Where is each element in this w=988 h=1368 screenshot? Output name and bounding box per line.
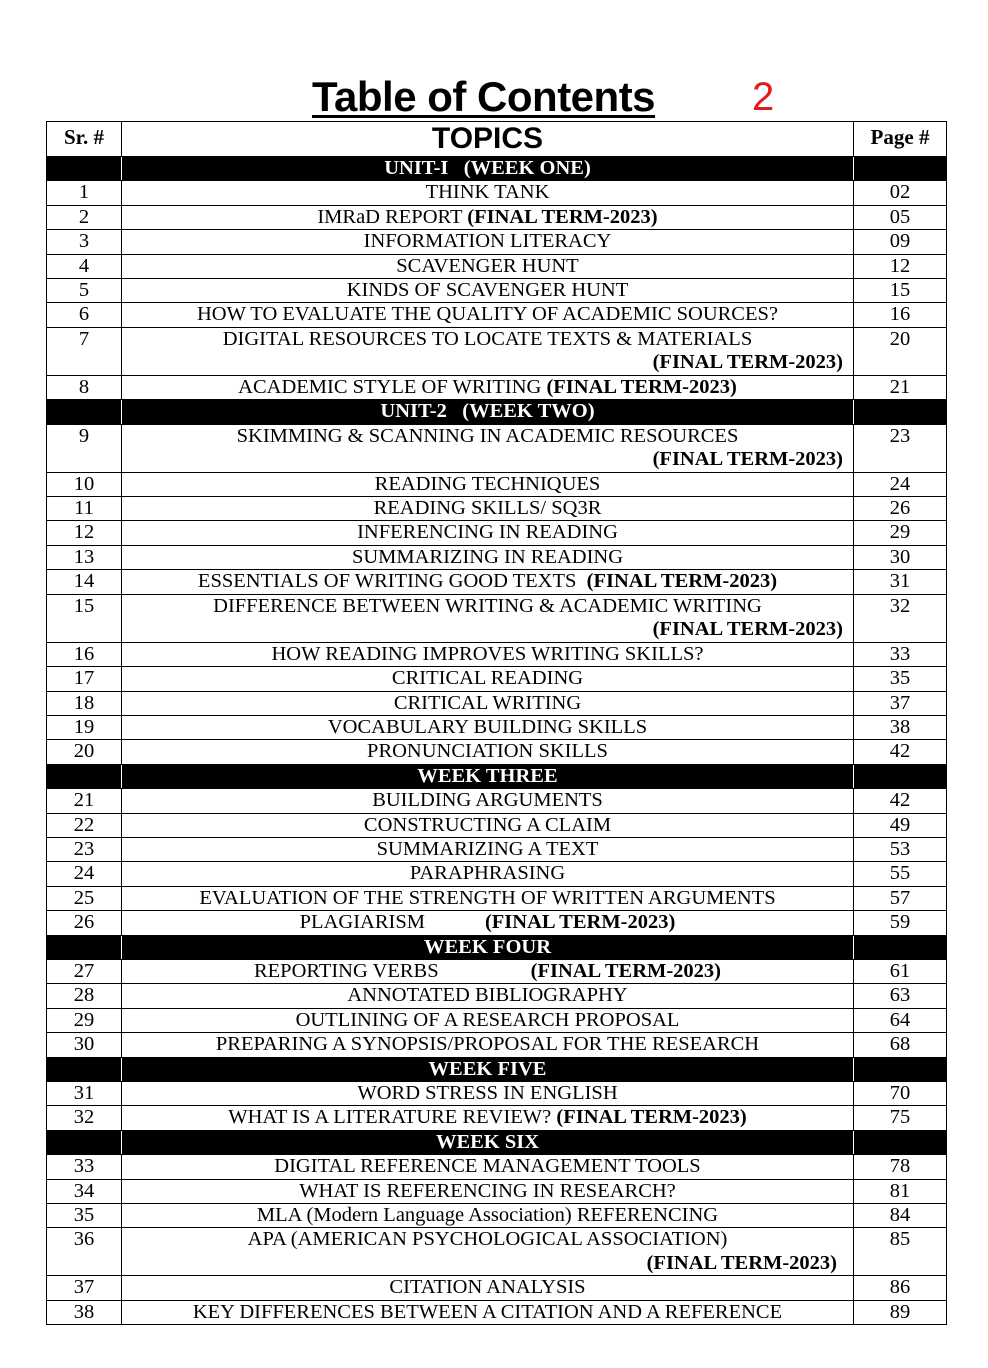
table-row <box>47 1155 947 1179</box>
row-page: 59 <box>854 911 947 935</box>
table-row <box>47 667 947 691</box>
topic-text: PLAGIARISM <box>299 911 425 934</box>
table-row <box>47 1179 947 1203</box>
unit-row <box>47 935 947 959</box>
row-topic <box>122 279 854 303</box>
header-topics: TOPICS <box>122 122 854 157</box>
topic-text: WORD STRESS IN ENGLISH <box>357 1082 618 1104</box>
table-row <box>47 1228 947 1276</box>
table-row <box>47 984 947 1008</box>
row-sr: 7 <box>47 327 122 375</box>
row-topic <box>122 1179 854 1203</box>
row-topic <box>122 497 854 521</box>
topic-text: WHAT IS REFERENCING IN RESEARCH? <box>299 1179 676 1202</box>
table-row <box>47 327 947 375</box>
page-header <box>0 72 988 124</box>
table-row <box>47 691 947 715</box>
row-sr: 10 <box>47 472 122 496</box>
topic-text: ACADEMIC STYLE OF WRITING <box>238 375 547 398</box>
final-term-tag: (FINAL TERM-2023) <box>646 1251 837 1274</box>
row-topic <box>122 984 854 1008</box>
row-topic <box>122 570 854 594</box>
table-row <box>47 303 947 327</box>
topic-text: SKIMMING & SCANNING IN ACADEMIC RESOURCES <box>236 424 739 447</box>
row-page: 75 <box>854 1106 947 1130</box>
topic-text: ANNOTATED BIBLIOGRAPHY <box>347 984 628 1007</box>
final-term-tag: (FINAL TERM-2023) <box>586 570 778 593</box>
row-topic <box>122 886 854 910</box>
table-row <box>47 472 947 496</box>
unit-cell-left <box>47 935 122 959</box>
row-sr: 36 <box>47 1228 122 1276</box>
topic-text: INFORMATION LITERACY <box>363 230 612 253</box>
final-term-tag: (FINAL TERM-2023) <box>484 911 676 934</box>
header-page: Page # <box>854 122 947 157</box>
row-sr: 17 <box>47 667 122 691</box>
final-term-tag: (FINAL TERM-2023) <box>652 618 843 641</box>
topic-text: MLA (Modern Language Association) REFERENCING <box>256 1204 719 1227</box>
row-page: 57 <box>854 886 947 910</box>
final-term-tag: (FINAL TERM-2023) <box>546 375 737 398</box>
topic-text: READING TECHNIQUES <box>374 472 601 495</box>
row-page: 78 <box>854 1155 947 1179</box>
topic-text: KINDS OF SCAVENGER HUNT <box>346 279 629 302</box>
row-sr: 33 <box>47 1155 122 1179</box>
table-row <box>47 424 947 472</box>
topic-text: PARAPHRASING <box>409 862 566 885</box>
topic-text: CRITICAL READING <box>391 667 584 690</box>
row-sr: 37 <box>47 1276 122 1300</box>
final-term-tag: (FINAL TERM-2023) <box>556 1106 747 1129</box>
unit-cell-right <box>854 157 947 181</box>
table-row <box>47 1300 947 1324</box>
topic-text: OUTLINING OF A RESEARCH PROPOSAL <box>295 1008 680 1031</box>
row-topic <box>122 715 854 739</box>
table-row <box>47 254 947 278</box>
row-page: 15 <box>854 279 947 303</box>
table-row <box>47 497 947 521</box>
topic-text: CRITICAL WRITING <box>393 691 582 714</box>
row-page: 38 <box>854 715 947 739</box>
unit-title: WEEK FIVE <box>122 1057 854 1081</box>
row-topic <box>122 303 854 327</box>
table-row <box>47 1106 947 1130</box>
row-topic <box>122 1106 854 1130</box>
unit-cell-left <box>47 400 122 424</box>
table-row <box>47 789 947 813</box>
row-sr: 1 <box>47 181 122 205</box>
row-page: 68 <box>854 1033 947 1057</box>
row-topic <box>122 254 854 278</box>
row-page: 02 <box>854 181 947 205</box>
unit-title: WEEK SIX <box>122 1130 854 1154</box>
unit-title: UNIT-2 (WEEK TWO) <box>122 400 854 424</box>
table-row <box>47 886 947 910</box>
topic-text: SUMMARIZING A TEXT <box>376 837 599 860</box>
unit-cell-right <box>854 1057 947 1081</box>
topic-text: WHAT IS A LITERATURE REVIEW? <box>228 1106 557 1129</box>
row-topic <box>122 545 854 569</box>
row-sr: 12 <box>47 521 122 545</box>
topic-text: IMRaD REPORT <box>317 205 468 228</box>
topic-text: ESSENTIALS OF WRITING GOOD TEXTS <box>197 570 587 593</box>
row-topic <box>122 472 854 496</box>
table-row <box>47 1033 947 1057</box>
row-topic <box>122 740 854 764</box>
row-page: 05 <box>854 205 947 229</box>
row-topic <box>122 521 854 545</box>
row-page: 12 <box>854 254 947 278</box>
table-row <box>47 230 947 254</box>
topic-text: INFERENCING IN READING <box>357 521 618 544</box>
row-topic <box>122 230 854 254</box>
page-title: Table of Contents <box>312 73 656 120</box>
row-sr: 6 <box>47 303 122 327</box>
topic-text: BUILDING ARGUMENTS <box>372 789 603 812</box>
table-row <box>47 205 947 229</box>
final-term-tag: (FINAL TERM-2023) <box>530 959 722 982</box>
row-topic <box>122 327 854 375</box>
row-topic <box>122 1228 854 1276</box>
unit-cell-left <box>47 1130 122 1154</box>
table-row <box>47 279 947 303</box>
topic-text: KEY DIFFERENCES BETWEEN A CITATION AND A REFERENCE <box>192 1300 783 1323</box>
topic-text: HOW TO EVALUATE THE QUALITY OF ACADEMIC SOURCES? <box>196 303 779 326</box>
final-term-tag: (FINAL TERM-2023) <box>652 448 843 471</box>
row-sr: 30 <box>47 1033 122 1057</box>
row-topic <box>122 862 854 886</box>
row-sr: 25 <box>47 886 122 910</box>
unit-cell-right <box>854 1130 947 1154</box>
table-row <box>47 181 947 205</box>
row-sr: 8 <box>47 375 122 399</box>
row-sr: 2 <box>47 205 122 229</box>
unit-title: UNIT-I (WEEK ONE) <box>122 157 854 181</box>
row-topic <box>122 642 854 666</box>
row-sr: 21 <box>47 789 122 813</box>
row-page: 32 <box>854 594 947 642</box>
row-topic <box>122 837 854 861</box>
row-page: 33 <box>854 642 947 666</box>
row-page: 23 <box>854 424 947 472</box>
topic-text: DIGITAL REFERENCE MANAGEMENT TOOLS <box>274 1155 701 1178</box>
table-row <box>47 570 947 594</box>
row-sr: 38 <box>47 1300 122 1324</box>
row-sr: 34 <box>47 1179 122 1203</box>
header-sr: Sr. # <box>47 122 122 157</box>
row-topic <box>122 789 854 813</box>
row-sr: 26 <box>47 911 122 935</box>
row-topic <box>122 911 854 935</box>
row-sr: 14 <box>47 570 122 594</box>
row-sr: 3 <box>47 230 122 254</box>
unit-cell-left <box>47 764 122 788</box>
row-topic <box>122 181 854 205</box>
row-sr: 32 <box>47 1106 122 1130</box>
row-sr: 9 <box>47 424 122 472</box>
row-topic <box>122 667 854 691</box>
row-page: 86 <box>854 1276 947 1300</box>
row-sr: 18 <box>47 691 122 715</box>
row-page: 29 <box>854 521 947 545</box>
row-topic <box>122 1276 854 1300</box>
table-row <box>47 594 947 642</box>
row-sr: 23 <box>47 837 122 861</box>
row-page: 16 <box>854 303 947 327</box>
row-page: 63 <box>854 984 947 1008</box>
topic-text: SUMMARIZING IN READING <box>351 545 624 568</box>
row-page: 20 <box>854 327 947 375</box>
row-topic <box>122 1204 854 1228</box>
unit-row <box>47 1130 947 1154</box>
topic-text: REPORTING VERBS <box>253 959 439 982</box>
row-page: 37 <box>854 691 947 715</box>
row-page: 09 <box>854 230 947 254</box>
row-topic <box>122 205 854 229</box>
table-row <box>47 959 947 983</box>
unit-row <box>47 764 947 788</box>
page-number: 2 <box>752 75 775 119</box>
row-topic <box>122 1082 854 1106</box>
final-term-tag: (FINAL TERM-2023) <box>652 351 843 374</box>
topic-text: CONSTRUCTING A CLAIM <box>363 813 612 836</box>
contents-body <box>47 157 947 1325</box>
table-row <box>47 1204 947 1228</box>
topic-text: PREPARING A SYNOPSIS/PROPOSAL FOR THE RESEARCH <box>215 1033 760 1056</box>
table-row <box>47 1276 947 1300</box>
row-page: 24 <box>854 472 947 496</box>
topic-text: DIFFERENCE BETWEEN WRITING & ACADEMIC WRITING <box>213 594 762 617</box>
table-row <box>47 1008 947 1032</box>
unit-cell-left <box>47 157 122 181</box>
row-page: 31 <box>854 570 947 594</box>
table-row <box>47 375 947 399</box>
contents-table <box>46 121 947 1325</box>
row-topic <box>122 1300 854 1324</box>
unit-cell-right <box>854 400 947 424</box>
topic-text: CITATION ANALYSIS <box>389 1276 586 1299</box>
topic-text: SCAVENGER HUNT <box>396 254 579 277</box>
topic-text: HOW READING IMPROVES WRITING SKILLS? <box>271 642 704 665</box>
row-sr: 24 <box>47 862 122 886</box>
row-page: 81 <box>854 1179 947 1203</box>
row-page: 89 <box>854 1300 947 1324</box>
row-page: 55 <box>854 862 947 886</box>
unit-title: WEEK THREE <box>122 764 854 788</box>
row-topic <box>122 813 854 837</box>
row-sr: 4 <box>47 254 122 278</box>
table-row <box>47 715 947 739</box>
row-sr: 28 <box>47 984 122 1008</box>
row-topic <box>122 1155 854 1179</box>
table-row <box>47 740 947 764</box>
row-topic <box>122 959 854 983</box>
row-sr: 16 <box>47 642 122 666</box>
row-page: 26 <box>854 497 947 521</box>
row-page: 21 <box>854 375 947 399</box>
unit-row <box>47 157 947 181</box>
row-page: 64 <box>854 1008 947 1032</box>
row-topic <box>122 424 854 472</box>
row-sr: 27 <box>47 959 122 983</box>
row-page: 42 <box>854 789 947 813</box>
table-row <box>47 911 947 935</box>
unit-title: WEEK FOUR <box>122 935 854 959</box>
row-page: 84 <box>854 1204 947 1228</box>
row-page: 35 <box>854 667 947 691</box>
unit-cell-right <box>854 764 947 788</box>
unit-cell-right <box>854 935 947 959</box>
row-sr: 19 <box>47 715 122 739</box>
row-page: 70 <box>854 1082 947 1106</box>
topic-text: DIGITAL RESOURCES TO LOCATE TEXTS & MATERIALS <box>222 327 753 350</box>
row-sr: 5 <box>47 279 122 303</box>
table-row <box>47 1082 947 1106</box>
topic-text: THINK TANK <box>425 181 550 204</box>
row-sr: 13 <box>47 545 122 569</box>
topic-text: VOCABULARY BUILDING SKILLS <box>327 715 648 738</box>
topic-text: APA (AMERICAN PSYCHOLOGICAL ASSOCIATION) <box>247 1228 728 1251</box>
row-page: 42 <box>854 740 947 764</box>
table-row <box>47 642 947 666</box>
table-row <box>47 862 947 886</box>
row-topic <box>122 691 854 715</box>
unit-row <box>47 400 947 424</box>
row-topic <box>122 1008 854 1032</box>
row-page: 85 <box>854 1228 947 1276</box>
row-page: 61 <box>854 959 947 983</box>
table-row <box>47 521 947 545</box>
row-topic <box>122 594 854 642</box>
table-row <box>47 545 947 569</box>
row-sr: 35 <box>47 1204 122 1228</box>
final-term-tag: (FINAL TERM-2023) <box>467 205 658 228</box>
row-page: 30 <box>854 545 947 569</box>
row-topic <box>122 1033 854 1057</box>
row-sr: 22 <box>47 813 122 837</box>
row-sr: 20 <box>47 740 122 764</box>
topic-text: READING SKILLS/ SQ3R <box>373 497 602 520</box>
table-row <box>47 837 947 861</box>
row-sr: 31 <box>47 1082 122 1106</box>
row-page: 49 <box>854 813 947 837</box>
row-sr: 15 <box>47 594 122 642</box>
unit-cell-left <box>47 1057 122 1081</box>
table-header-row <box>47 122 947 157</box>
row-topic <box>122 375 854 399</box>
unit-row <box>47 1057 947 1081</box>
table-row <box>47 813 947 837</box>
row-sr: 11 <box>47 497 122 521</box>
topic-text: EVALUATION OF THE STRENGTH OF WRITTEN ARGUMENTS <box>199 886 776 909</box>
row-page: 53 <box>854 837 947 861</box>
row-sr: 29 <box>47 1008 122 1032</box>
topic-text: PRONUNCIATION SKILLS <box>367 740 608 763</box>
